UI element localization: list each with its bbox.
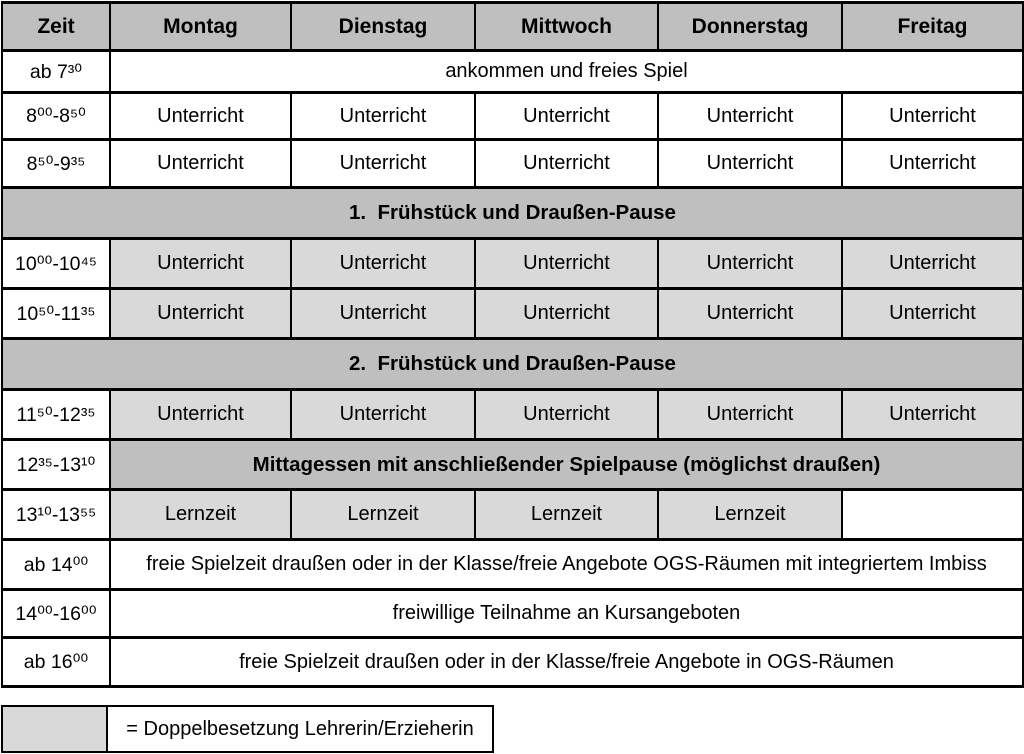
- break-band-2: 2. Frühstück und Draußen-Pause: [2, 339, 1023, 390]
- subject-cell: Unterricht: [110, 289, 291, 339]
- subject-cell: Unterricht: [658, 390, 842, 440]
- header-cell-donnerstag: Donnerstag: [658, 3, 842, 51]
- arrival-row: [2, 51, 1023, 93]
- subject-cell: Lernzeit: [658, 490, 842, 540]
- header-row: [2, 3, 1023, 51]
- subject-cell: Unterricht: [475, 93, 658, 140]
- break-band-1-row: [2, 188, 1023, 239]
- courses-row: [2, 590, 1023, 638]
- time-cell-study: 13¹⁰-13⁵⁵: [2, 490, 110, 540]
- timetable: [1, 1, 1024, 688]
- subject-cell: Unterricht: [291, 390, 475, 440]
- time-cell-arrival: ab 7³⁰: [2, 51, 110, 93]
- free-play-afternoon-cell: freie Spielzeit draußen oder in der Klasse/freie Angebote OGS-Räumen mit integriertem Imbiss: [110, 540, 1023, 590]
- time-cell-lesson4: 10⁵⁰-11³⁵: [2, 289, 110, 339]
- subject-cell: Unterricht: [291, 140, 475, 188]
- lunch-band: Mittagessen mit anschließender Spielpause (möglichst draußen): [110, 440, 1023, 490]
- subject-cell: Unterricht: [658, 239, 842, 289]
- time-cell-lesson3: 10⁰⁰-10⁴⁵: [2, 239, 110, 289]
- time-cell-lesson1: 8⁰⁰-8⁵⁰: [2, 93, 110, 140]
- lesson-row-2: [2, 140, 1023, 188]
- free-play-evening-cell: freie Spielzeit draußen oder in der Klasse/freie Angebote in OGS-Räumen: [110, 638, 1023, 687]
- subject-cell: Lernzeit: [475, 490, 658, 540]
- header-cell-freitag: Freitag: [842, 3, 1023, 51]
- subject-cell: Unterricht: [842, 93, 1023, 140]
- legend: [1, 705, 1024, 753]
- courses-cell: freiwillige Teilnahme an Kursangeboten: [110, 590, 1023, 638]
- time-cell-free-play-evening: ab 16⁰⁰: [2, 638, 110, 687]
- subject-cell: Unterricht: [110, 93, 291, 140]
- time-cell-lesson5: 11⁵⁰-12³⁵: [2, 390, 110, 440]
- subject-cell: Unterricht: [842, 390, 1023, 440]
- subject-cell: Unterricht: [291, 93, 475, 140]
- lunch-row: [2, 440, 1023, 490]
- subject-cell: Unterricht: [110, 390, 291, 440]
- study-row: [2, 490, 1023, 540]
- arrival-cell: ankommen und freies Spiel: [110, 51, 1023, 93]
- subject-cell: Unterricht: [475, 289, 658, 339]
- subject-cell: Unterricht: [842, 140, 1023, 188]
- header-cell-dienstag: Dienstag: [291, 3, 475, 51]
- subject-cell: Unterricht: [658, 140, 842, 188]
- time-cell-lesson2: 8⁵⁰-9³⁵: [2, 140, 110, 188]
- header-cell-montag: Montag: [110, 3, 291, 51]
- break-band-1: 1. Frühstück und Draußen-Pause: [2, 188, 1023, 239]
- subject-cell: Unterricht: [110, 239, 291, 289]
- header-cell-zeit: Zeit: [2, 3, 110, 51]
- subject-cell: Unterricht: [475, 239, 658, 289]
- subject-cell: Unterricht: [110, 140, 291, 188]
- free-play-evening-row: [2, 638, 1023, 687]
- lesson-row-5: [2, 390, 1023, 440]
- subject-cell: Lernzeit: [110, 490, 291, 540]
- empty-cell: [842, 490, 1023, 540]
- time-cell-courses: 14⁰⁰-16⁰⁰: [2, 590, 110, 638]
- time-cell-lunch: 12³⁵-13¹⁰: [2, 440, 110, 490]
- subject-cell: Unterricht: [291, 239, 475, 289]
- subject-cell: Unterricht: [291, 289, 475, 339]
- lesson-row-3: [2, 239, 1023, 289]
- subject-cell: Unterricht: [475, 390, 658, 440]
- subject-cell: Unterricht: [475, 140, 658, 188]
- header-cell-mittwoch: Mittwoch: [475, 3, 658, 51]
- legend-swatch: [1, 705, 108, 753]
- subject-cell: Unterricht: [658, 289, 842, 339]
- time-cell-free-play-afternoon: ab 14⁰⁰: [2, 540, 110, 590]
- legend-label: = Doppelbesetzung Lehrerin/Erzieherin: [108, 705, 494, 753]
- free-play-afternoon-row: [2, 540, 1023, 590]
- subject-cell: Unterricht: [658, 93, 842, 140]
- subject-cell: Unterricht: [842, 289, 1023, 339]
- lesson-row-1: [2, 93, 1023, 140]
- subject-cell: Unterricht: [842, 239, 1023, 289]
- break-band-2-row: [2, 339, 1023, 390]
- lesson-row-4: [2, 289, 1023, 339]
- subject-cell: Lernzeit: [291, 490, 475, 540]
